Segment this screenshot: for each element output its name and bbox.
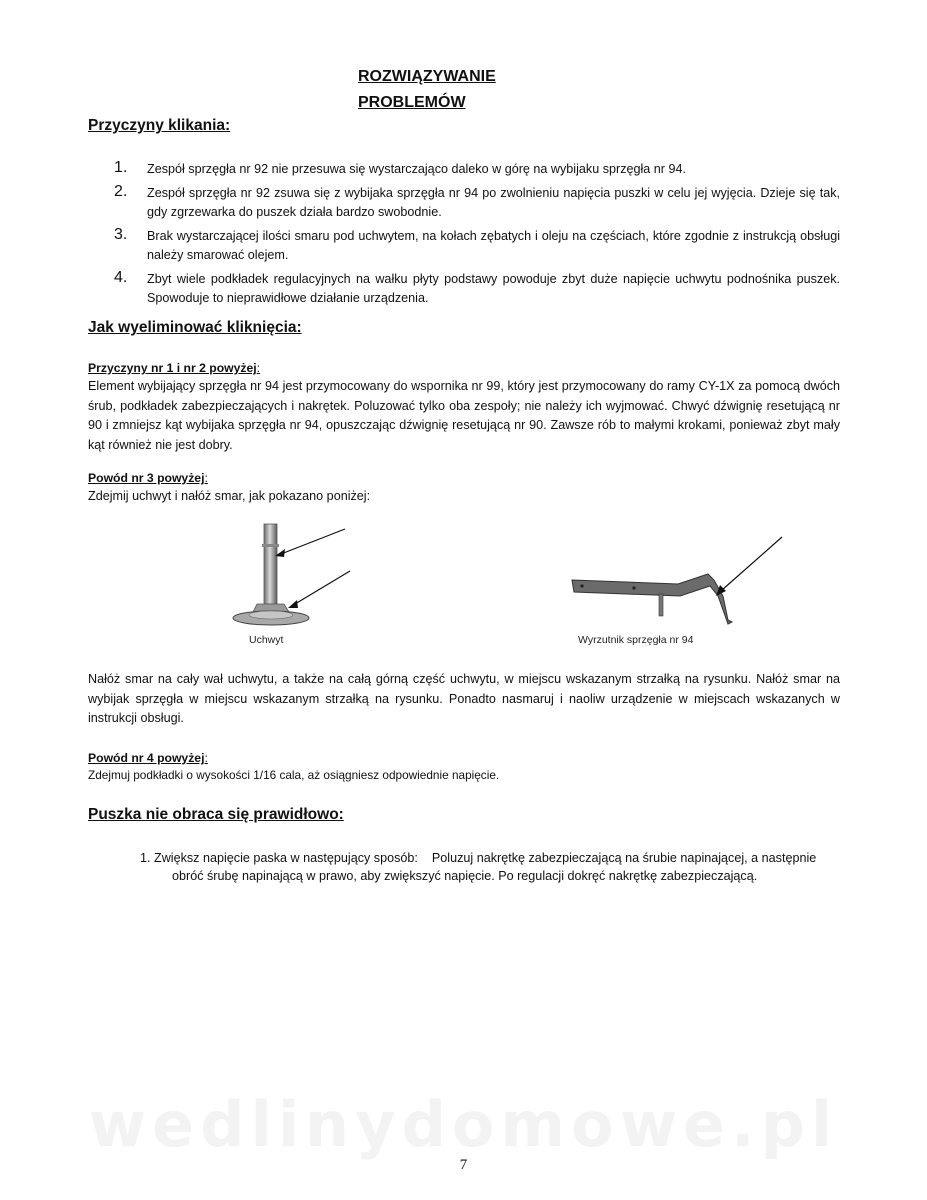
list-item-number: 1.	[114, 159, 128, 176]
subheading-label: Przyczyny nr 1 i nr 2 powyżej	[88, 361, 257, 375]
list-item	[108, 182, 840, 222]
section-heading-can-rotation: Puszka nie obraca się prawidłowo:	[88, 806, 344, 823]
reason-4-text: Zdejmuj podkładki o wysokości 1/16 cala, aż osiągniesz odpowiednie napięcie.	[88, 768, 500, 782]
watermark: wedlinydomowe.pl	[88, 1088, 839, 1161]
section-heading-causes: Przyczyny klikania:	[88, 117, 231, 134]
subheading-reason-3: Powód nr 3 powyżej:	[88, 471, 208, 485]
holder-illustration	[215, 520, 365, 635]
figure-caption-ejector: Wyrzutnik sprzęgła nr 94	[578, 634, 694, 646]
list-item	[108, 158, 840, 179]
page-title-line1: ROZWIĄZYWANIE	[358, 68, 496, 85]
belt-tension-step	[140, 849, 840, 885]
list-item-number: 2.	[114, 183, 128, 200]
figure-caption-holder: Uchwyt	[249, 634, 284, 646]
step-line-2: obróć śrubę napinającą w prawo, aby zwiększyć napięcie. Po regulacji dokręć nakrętkę zabezpieczającą.	[172, 869, 758, 883]
clutch-ejector-illustration	[568, 534, 788, 634]
subheading-reason-4: Powód nr 4 powyżej:	[88, 751, 208, 765]
list-item-number: 3.	[114, 226, 128, 243]
subheading-reason-1-2: Przyczyny nr 1 i nr 2 powyżej:	[88, 361, 261, 375]
reason-3-text: Zdejmij uchwyt i nałóż smar, jak pokazano poniżej:	[88, 489, 371, 503]
subheading-label: Powód nr 4 powyżej	[88, 751, 205, 765]
step-line-1: 1. Zwiększ napięcie paska w następujący sposób: Poluzuj nakrętkę zabezpieczającą na śrubie napinającej, a następnie	[140, 851, 817, 865]
section-heading-eliminate: Jak wyeliminować kliknięcia:	[88, 319, 302, 336]
causes-list	[108, 158, 840, 311]
page-title-line2: PROBLEMÓW	[358, 94, 466, 111]
list-item-text: Brak wystarczającej ilości smaru pod uchwytem, na kołach zębatych i oleju na częściach, które zgodnie z instrukcją obsługi należy smarować olejem.	[147, 229, 840, 262]
page-title	[358, 64, 496, 116]
reason-1-2-text: Element wybijający sprzęgła nr 94 jest przymocowany do wspornika nr 99, który jest przymocowany do ramy CY-1X za pomocą dwóch śrub, podkładek zabezpieczających i nakrętek. Poluzować tylko oba zespoły; nie należy ich wyjmować. Chwyć dźwignię resetującą nr 90 i zmniejsz kąt wybijaka sprzęgła nr 94, opuszczając dźwignię resetującą nr 90. Zawsze rób to małymi krokami, ponieważ zbyt mały kąt również nie jest dobry.	[88, 379, 840, 452]
list-item-text: Zespół sprzęgła nr 92 nie przesuwa się wystarczająco daleko w górę na wybijaku sprzęgła nr 94.	[147, 162, 687, 176]
list-item	[108, 225, 840, 265]
list-item	[108, 268, 840, 308]
grease-instructions-text: Nałóż smar na cały wał uchwytu, a także na całą górną część uchwytu, w miejscu wskazanym strzałką na rysunku. Nałóż smar na wybijak sprzęgła w miejscu wskazanym strzałką na rysunku. Ponadto nasmaruj i naoliw urządzenie w miejscach wskazanych w instrukcji obsługi.	[88, 672, 840, 725]
list-item-number: 4.	[114, 269, 128, 286]
page-number: 7	[459, 1157, 468, 1173]
list-item-text: Zbyt wiele podkładek regulacyjnych na wałku płyty podstawy powoduje zbyt duże napięcie uchwytu podnośnika puszek. Spowoduje to nieprawidłowe działanie urządzenia.	[147, 272, 840, 305]
subheading-label: Powód nr 3 powyżej	[88, 471, 205, 485]
list-item-text: Zespół sprzęgła nr 92 zsuwa się z wybijaka sprzęgła nr 94 po zwolnieniu napięcia puszki w celu jej wyjęcia. Dzieje się tak, gdy zgrzewarka do puszek działa bardzo swobodnie.	[147, 186, 840, 219]
